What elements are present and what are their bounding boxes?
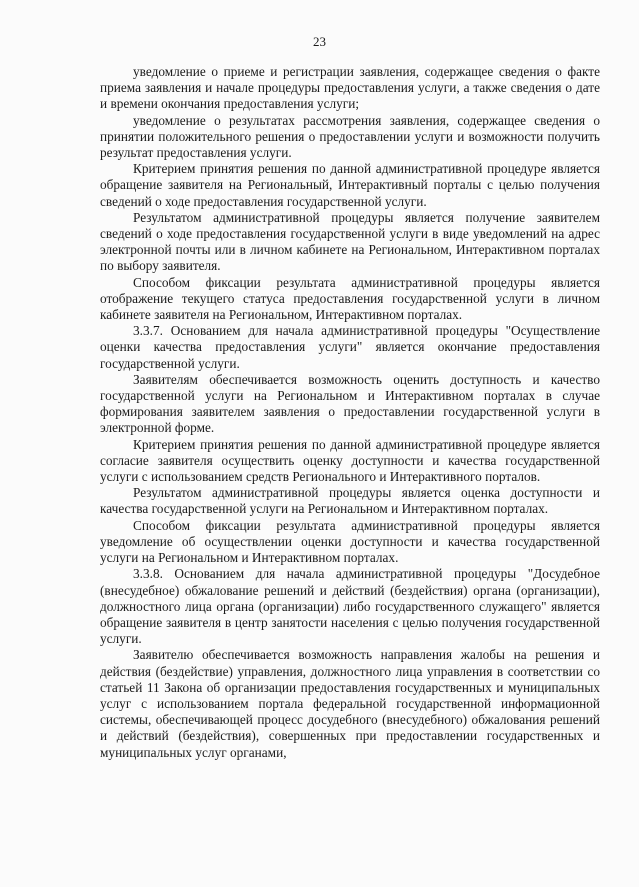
paragraph: Заявителю обеспечивается возможность направления жалобы на решения и действия (бездействие) управления, должностного лица управления в соответствии со статьей 11 Закона об организации предоставления государственных и муниципальных услуг с использованием портала федеральной государственной информационной системы, обеспечивающей процесс досудебного (внесудебного) обжалования решений и действий (бездействия), совершенных при предоставлении государственных и муниципальных услуг органами, <box>100 647 600 760</box>
paragraph: уведомление о результатах рассмотрения заявления, содержащее сведения о принятии положительного решения о предоставлении услуги и возможности получить результат предоставления услуги. <box>100 112 600 161</box>
paragraph: 3.3.8. Основанием для начала административной процедуры "Досудебное (внесудебное) обжалование решений и действий (бездействия) органа (организации), должностного лица органа (организации) либо государственного служащего" является обращение заявителя в центр занятости населения с целью получения государственной услуги. <box>100 566 600 647</box>
paragraph: Результатом административной процедуры является оценка доступности и качества государственной услуги на Региональном и Интерактивном порталах. <box>100 485 600 517</box>
paragraph: Критерием принятия решения по данной административной процедуре является обращение заявителя на Региональный, Интерактивный порталы с целью получения сведений о ходе предоставления государственной услуги. <box>100 161 600 209</box>
paragraph: уведомление о приеме и регистрации заявления, содержащее сведения о факте приема заявления и начале процедуры предоставления услуги, а также сведения о дате и времени окончания предоставления услуги; <box>100 64 600 112</box>
paragraph: Результатом административной процедуры является получение заявителем сведений о ходе предоставления государственной услуги в виде уведомлений на адрес электронной почты или в личном кабинете на Региональном, Интерактивном порталах по выбору заявителя. <box>100 209 600 274</box>
document-body <box>100 64 600 761</box>
paragraph: Заявителям обеспечивается возможность оценить доступность и качество государственной услуги на Региональном и Интерактивном порталах в случае формирования заявителем заявления о предоставлении государственной услуги в электронной форме. <box>100 371 600 436</box>
paragraph: Способом фиксации результата административной процедуры является отображение текущего статуса предоставления государственной услуги в личном кабинете заявителя на Региональном, Интерактивном порталах. <box>100 274 600 323</box>
page-number: 23 <box>313 34 326 49</box>
paragraph: 3.3.7. Основанием для начала административной процедуры "Осуществление оценки качества предоставления услуги" является окончание предоставления государственной услуги. <box>100 323 600 371</box>
paragraph: Способом фиксации результата административной процедуры является уведомление об осуществлении оценки доступности и качества государственной услуги на Региональном и Интерактивном порталах. <box>100 517 600 566</box>
paragraph: Критерием принятия решения по данной административной процедуре является согласие заявителя осуществить оценку доступности и качества государственной услуги с использованием средств Регионального и Интерактивного порталов. <box>100 436 600 485</box>
